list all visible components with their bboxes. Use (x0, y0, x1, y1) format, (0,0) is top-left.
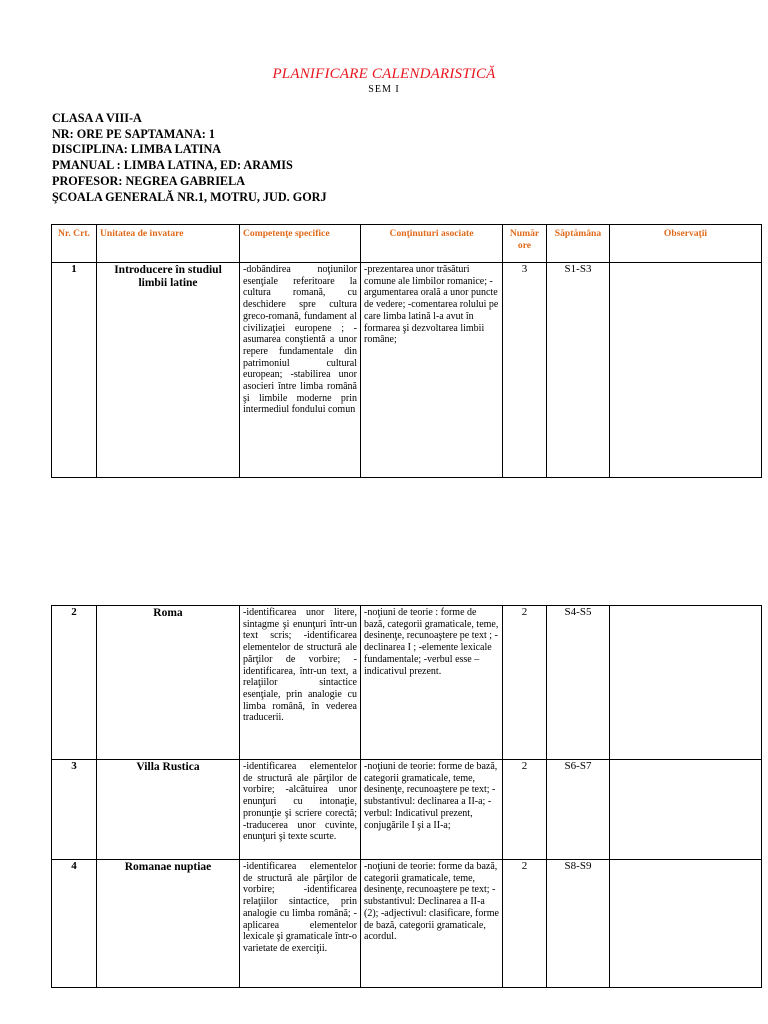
row-unit: Introducere în studiul limbii latine (97, 263, 240, 478)
row-competente: -identificarea elementelor de structură ale părţilor de vorbire; -alcătuirea unor enunţuri cu intonaţie, pronunţie şi scriere corectă; -traducerea unor cuvinte, enunţuri şi texte scurte. (240, 760, 361, 860)
row-unit: Romanae nuptiae (97, 860, 240, 988)
info-line-school: ŞCOALA GENERALĂ NR.1, MOTRU, JUD. GORJ (52, 189, 327, 204)
row-continuturi: -prezentarea unor trăsături comune ale limbilor romanice; -argumentarea orală a unor puncte de vedere; -comentarea rolului pe care limba latină l-a avut în formarea şi dezvoltarea limbii române; (361, 263, 503, 478)
row-ore: 2 (503, 760, 547, 860)
planning-table-top (51, 224, 762, 478)
row-unit: Roma (97, 606, 240, 760)
info-line-discipline: DISCIPLINA: LIMBA LATINA (52, 142, 222, 157)
row-ore: 3 (503, 263, 547, 478)
info-line-manual: PMANUAL : LIMBA LATINA, ED: ARAMIS (52, 158, 293, 173)
header-observatii: Observaţii (610, 225, 762, 263)
row-nr: 4 (52, 860, 97, 988)
planning-table-bottom (51, 605, 762, 988)
header-saptamana: Săptămâna (547, 225, 610, 263)
semester-label: SEM I (368, 84, 400, 95)
table-row (52, 860, 762, 988)
table-row (52, 760, 762, 860)
header-ore: Număr ore (503, 225, 547, 263)
row-ore: 2 (503, 606, 547, 760)
row-continuturi: -noţiuni de teorie : forme de bază, categorii gramaticale, teme, desinenţe, recunoaştere pe text ; -declinarea I ; -elemente lexicale fundamentale; -verbul esse – indicativul prezent. (361, 606, 503, 760)
row-competente: -dobândirea noţiunilor esenţiale referitoare la cultura romană, cu deschidere spre cultura greco-romană, fundament al civilizaţiei europene ; -asumarea conştientă a unor repere fundamentale din patrimoniul cultural european; -stabilirea unor asocieri între limba română şi limbile moderne prin intermediul fondului comun (240, 263, 361, 478)
row-observatii (610, 606, 762, 760)
row-observatii (610, 860, 762, 988)
row-nr: 2 (52, 606, 97, 760)
header-unit: Unitatea de invatare (97, 225, 240, 263)
row-competente: -identificarea unor litere, sintagme şi enunţuri într-un text scris; -identificarea elementelor de structură ale părţilor de vorbire; -identificarea, într-un text, a relaţiilor sintactice esenţiale, prin analogie cu limba română, în vederea traducerii. (240, 606, 361, 760)
document-title: PLANIFICARE CALENDARISTICĂ (272, 66, 496, 82)
row-saptamana: S4-S5 (547, 606, 610, 760)
row-saptamana: S1-S3 (547, 263, 610, 478)
row-unit: Villa Rustica (97, 760, 240, 860)
header-nr: Nr. Crt. (52, 225, 97, 263)
info-line-class: CLASA A VIII-A (52, 111, 142, 125)
table-header-row (52, 225, 762, 263)
row-saptamana: S6-S7 (547, 760, 610, 860)
row-saptamana: S8-S9 (547, 860, 610, 988)
row-nr: 1 (52, 263, 97, 478)
class-info (52, 111, 327, 205)
header-continuturi: Conţinuturi asociate (361, 225, 503, 263)
row-ore: 2 (503, 860, 547, 988)
row-competente: -identificarea elementelor de structură ale părţilor de vorbire; -identificarea relaţiilor sintactice, prin analogie cu limba română; -aplicarea elementelor lexicale şi gramaticale într-o varietate de exerciţii. (240, 860, 361, 988)
row-continuturi: -noţiuni de teorie: forme da bază, categorii gramaticale, teme, desinenţe, recunoaştere pe text; -substantivul: Declinarea a II-a (2); -adjectivul: clasificare, forme de bază, categorii gramaticale, acordul. (361, 860, 503, 988)
row-continuturi: -noţiuni de teorie: forme de bază, categorii gramaticale, teme, desinenţe, recunoaştere pe text; -substantivul: declinarea a II-a; -verbul: Indicativul prezent, conjugările I şi a II-a; (361, 760, 503, 860)
info-line-teacher: PROFESOR: NEGREA GABRIELA (52, 173, 245, 188)
row-observatii (610, 760, 762, 860)
table-row (52, 263, 762, 478)
header-competente: Competenţe specifice (240, 225, 361, 263)
row-nr: 3 (52, 760, 97, 860)
table-row (52, 606, 762, 760)
row-observatii (610, 263, 762, 478)
info-line-hours: NR: ORE PE SAPTAMANA: 1 (52, 126, 215, 141)
